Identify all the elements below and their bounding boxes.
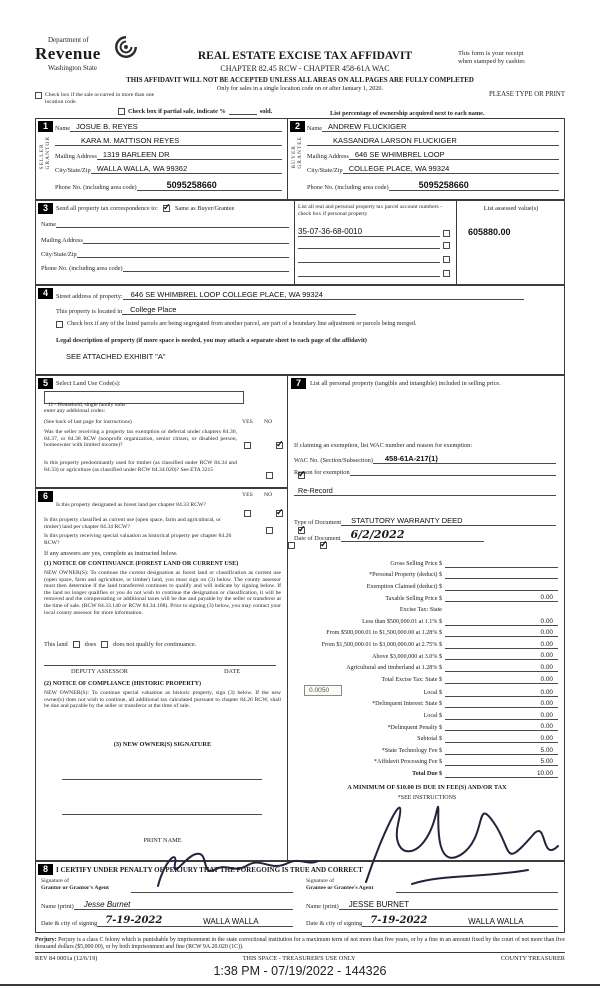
doc-type-label: Type of Document bbox=[294, 518, 342, 526]
parcel-field-3[interactable] bbox=[298, 262, 440, 263]
s6-q2-yes-checkbox[interactable] bbox=[266, 527, 273, 534]
grantor-signature-line[interactable] bbox=[131, 892, 293, 893]
this-land-label: This land bbox=[44, 641, 68, 648]
buyer-city-label: City/State/Zip bbox=[307, 166, 343, 174]
county-treasurer-label: COUNTY TREASURER bbox=[500, 955, 565, 962]
seller-role-label: SELLER bbox=[39, 143, 45, 170]
print-name-label: PRINT NAME bbox=[143, 837, 182, 844]
tax-tier3-value[interactable]: 0.00 bbox=[445, 641, 558, 649]
ownership-note: List percentage of ownership acquired next to each name. bbox=[330, 110, 485, 117]
local-rate-box[interactable]: 0.0050 bbox=[304, 685, 342, 696]
tax-row-agricultural: Agricultural and timberland at 1.28% $ 0.00 bbox=[292, 660, 558, 672]
form-footer-row bbox=[35, 952, 565, 962]
buyer-phone-label: Phone No. (including area code) bbox=[307, 183, 389, 191]
s5-q2-text: Is this property predominantly used for timber (as classified under RCW 84.34 and 84.33) or agriculture (as classified under RCW 84.34.020)? See ETA 3215 bbox=[44, 460, 237, 473]
dor-swirl-icon bbox=[113, 34, 139, 60]
s6-q1-yes-checkbox[interactable] bbox=[244, 510, 251, 517]
located-in-value[interactable]: College Place bbox=[122, 305, 356, 315]
buyer-name-1[interactable]: ANDREW FLUCKIGER bbox=[322, 122, 559, 132]
rev-number: REV 84 0001a (12/6/19) bbox=[35, 955, 98, 962]
tax-row-total-due: Total Due $ 10.00 bbox=[292, 766, 558, 778]
perjury-label: Perjury: bbox=[35, 937, 57, 943]
deputy-assessor-signature-line[interactable] bbox=[44, 665, 276, 666]
perjury-text: Perjury is a class C felony which is punishable by imprisonment in the state correctional institution for a maximum term of not more than five years, or by a fine in an amount fixed by the court of not more than five thousand dollars ($5,000.00), or by both imprisonment and fine (RCW 9A.20.020 (1C)). bbox=[35, 937, 565, 951]
parcel-field-4[interactable] bbox=[298, 276, 440, 277]
seller-name-label: Name bbox=[55, 124, 71, 132]
grantor-role-label: GRANTOR bbox=[45, 136, 51, 170]
buyer-city-value[interactable]: COLLEGE PLACE, WA 99324 bbox=[343, 164, 559, 174]
reason-exemption-label: Reason for exemption bbox=[294, 469, 350, 476]
delinq-interest-local-value[interactable]: 0.00 bbox=[445, 712, 558, 720]
perjury-note bbox=[35, 937, 565, 951]
additional-codes-label: enter any additional codes: bbox=[44, 408, 106, 414]
buyer-role-label: BUYER bbox=[291, 145, 297, 169]
seller-name-1[interactable]: JOSUE B. REYES bbox=[70, 122, 282, 132]
partial-sale-label: Check box if partial sale, indicate % bbox=[128, 108, 226, 115]
section2-buyer-box bbox=[287, 118, 565, 200]
tax-row-total-state: Total Excise Tax: State $ 0.00 bbox=[292, 672, 558, 684]
tax-row-processing-fee: *Affidavit Processing Fee $ 5.00 bbox=[292, 755, 558, 767]
section6-number: 6 bbox=[38, 491, 53, 502]
tax-total-state-value[interactable]: 0.00 bbox=[445, 676, 558, 684]
tax-row-delinq-interest-state: *Delinquent Interest: State $ 0.00 bbox=[292, 697, 558, 709]
land-does-checkbox[interactable] bbox=[73, 641, 80, 648]
tax-tier2-value[interactable]: 0.00 bbox=[445, 629, 558, 637]
tax-row-subtotal: Subtotal $ 0.00 bbox=[292, 731, 558, 743]
total-due-value[interactable]: 10.00 bbox=[445, 770, 558, 778]
section5-number: 5 bbox=[38, 378, 53, 389]
sold-label: sold. bbox=[259, 108, 273, 115]
tax-row-personal-property: *Personal Property (deduct) $ bbox=[292, 568, 558, 580]
grantor-name-print-label: Name (print) bbox=[41, 902, 74, 910]
grantee-date-value[interactable]: 7-19-2022 bbox=[362, 915, 460, 927]
grantee-city-value[interactable]: WALLA WALLA bbox=[460, 917, 558, 927]
segregated-checkbox[interactable] bbox=[56, 321, 63, 328]
header-logo bbox=[35, 36, 101, 72]
completion-warning: THIS AFFIDAVIT WILL NOT BE ACCEPTED UNLESS ALL AREAS ON ALL PAGES ARE FULLY COMPLETED bbox=[126, 77, 474, 84]
legal-description-value[interactable]: SEE ATTACHED EXHIBIT "A" bbox=[66, 352, 166, 361]
tax-row-local: 0.0050 Local $ 0.00 bbox=[292, 684, 558, 697]
assessed-value[interactable]: 605880.00 bbox=[468, 227, 511, 237]
grantor-signature-of-label: Signature of bbox=[41, 878, 69, 884]
s5-q1-no-checkbox[interactable] bbox=[276, 442, 283, 449]
land-use-code-value: 11 - Household, single family units bbox=[48, 402, 126, 408]
section7-number: 7 bbox=[291, 378, 306, 389]
tax-taxable-value[interactable]: 0.00 bbox=[445, 594, 558, 602]
grantor-name-value[interactable]: Jesse Burnet bbox=[74, 900, 293, 910]
multi-location-label: Check box if the sale occurred in more than one location code. bbox=[45, 92, 155, 105]
buyer-name-2[interactable]: KASSANDRA LARSON FLUCKIGER bbox=[307, 136, 559, 146]
parcel-personal-checkbox-1[interactable] bbox=[443, 230, 450, 237]
s6-q2-text: Is this property classified as current use (open space, farm and agricultural, or timber) land per chapter 84.34 RCW? bbox=[44, 517, 221, 530]
subtotal-value[interactable]: 0.00 bbox=[445, 735, 558, 743]
street-address-label: Street address of property: bbox=[56, 292, 123, 300]
section7-tax-box bbox=[287, 375, 565, 861]
seller-city-label: City/State/Zip bbox=[55, 166, 91, 174]
grantor-agent-label: Grantor or Grantor's Agent bbox=[41, 884, 109, 891]
parcel-field-2[interactable] bbox=[298, 248, 440, 249]
notice1-body: NEW OWNER(S): To continue the current designation as forest land or classification as current use (open space, farm and agriculture, or timber) land, you must sign on (3) below. The county assessor must then determine if the land transferred continues to qualify and will indicate by signing below. If the land no longer qualifies or you do not wish to continue the designation or classification, it will be removed and the compensating or additional taxes will be due and payable by the seller or transferor at the time of sale. (RCW 84.33.140 or RCW 84.34.108). Prior to signing (3) below, you may contact your local county assessor for more information. bbox=[44, 570, 281, 616]
grantor-city-value[interactable]: WALLA WALLA bbox=[195, 917, 293, 927]
wac-value[interactable]: 458-61A-217(1) bbox=[373, 454, 556, 464]
if-yes-note: If any answers are yes, complete as instructed below. bbox=[44, 550, 178, 557]
section6-classification-box bbox=[35, 488, 288, 861]
grantee-name-print-label: Name (print) bbox=[306, 902, 339, 910]
buyer-phone-value[interactable]: 5095258660 bbox=[389, 180, 559, 191]
does-not-label: does not qualify for continuance. bbox=[113, 641, 197, 648]
tax-row-delinq-interest-local: Local $ 0.00 bbox=[292, 708, 558, 720]
assessed-value-header: List assessed value(s) bbox=[483, 205, 539, 212]
parcel-number-value[interactable]: 35-07-36-68-0010 bbox=[298, 227, 440, 237]
doc-type-value[interactable]: STATUTORY WARRANTY DEED bbox=[341, 516, 556, 526]
bottom-edge-line bbox=[0, 984, 600, 986]
tax-row-taxable: Taxable Selling Price $ 0.00 bbox=[292, 591, 558, 603]
grantee-role-label: GRANTEE bbox=[297, 136, 303, 169]
receipt-note-line2: when stamped by cashier. bbox=[458, 57, 526, 65]
owner-signature-line-1[interactable] bbox=[62, 779, 262, 780]
buyer-mailing-label: Mailing Address bbox=[307, 152, 349, 160]
certify-statement: I CERTIFY UNDER PENALTY OF PERJURY THAT THE FOREGOING IS TRUE AND CORRECT bbox=[56, 866, 363, 874]
s5-yes-header: YES bbox=[242, 419, 253, 425]
tax-row-gross: Gross Selling Price $ bbox=[292, 556, 558, 568]
s3-name-label: Name bbox=[41, 221, 57, 228]
section1-number: 1 bbox=[38, 121, 53, 132]
form-chapter: CHAPTER 82.45 RCW - CHAPTER 458-61A WAC bbox=[220, 64, 390, 73]
delinq-penalty-value[interactable]: 0.00 bbox=[445, 723, 558, 731]
delinq-interest-state-value[interactable]: 0.00 bbox=[445, 700, 558, 708]
buyer-name-label: Name bbox=[307, 124, 323, 132]
reason-exemption-field[interactable] bbox=[350, 475, 556, 476]
receipt-note-line1: This form is your receipt bbox=[458, 50, 524, 57]
s3-mailing-field[interactable] bbox=[83, 243, 289, 244]
grantee-signature-line[interactable] bbox=[396, 892, 558, 893]
parcel-personal-checkbox-2[interactable] bbox=[443, 242, 450, 249]
tax-row-tech-fee: *State Technology Fee $ 5.00 bbox=[292, 743, 558, 755]
tax-row-tier4: Above $3,000,000 at 3.0% $ 0.00 bbox=[292, 649, 558, 661]
section1-seller-box bbox=[35, 118, 288, 200]
revenue-wordmark: Revenue bbox=[35, 44, 101, 64]
grantor-date-value[interactable]: 7-19-2022 bbox=[97, 915, 195, 927]
owner-signature-line-2[interactable] bbox=[62, 814, 262, 815]
tax-agricultural-value[interactable]: 0.00 bbox=[445, 664, 558, 672]
segregated-label: Check box if any of the listed parcels are being segregated from another parcel, are part of a boundary line adjustment or parcels being merged. bbox=[67, 321, 417, 327]
same-as-buyer-checkbox[interactable] bbox=[163, 205, 170, 212]
grantee-name-value[interactable]: JESSE BURNET bbox=[339, 900, 558, 910]
does-label: does bbox=[84, 641, 97, 648]
tax-row-tier2: From $500,000.01 to $1,500,000.00 at 1.28% $ 0.00 bbox=[292, 626, 558, 638]
notice2-body: NEW OWNER(S): To continue special valuation as historic property, sign (3) below. If the new owner(s) does not wish to continue, all additional tax calculated pursuant to chapter 84.26 RCW, shall be due and payable by the seller or transferor at the time of sale. bbox=[44, 690, 281, 710]
reason-exemption-value[interactable]: Re-Record bbox=[294, 486, 556, 496]
see-instructions-note: *SEE INSTRUCTIONS bbox=[397, 795, 457, 801]
same-as-buyer-label: Same as Buyer/Grantee bbox=[174, 205, 235, 212]
doc-date-label: Date of Document bbox=[294, 534, 341, 542]
section4-property-box bbox=[35, 285, 565, 375]
s3-phone-label: Phone No. (including area code) bbox=[41, 265, 123, 272]
s6-q1-no-checkbox[interactable] bbox=[276, 510, 283, 517]
please-type-note: PLEASE TYPE OR PRINT bbox=[489, 91, 565, 98]
parcel-header: List all real and personal property tax parcel account numbers - check box if personal property bbox=[298, 204, 443, 217]
single-location-note: Only for sales in a single location code on or after January 1, 2020. bbox=[216, 85, 384, 92]
parcel-personal-checkbox-3[interactable] bbox=[443, 256, 450, 263]
s3-mailing-label: Mailing Address bbox=[41, 237, 83, 244]
seller-phone-value[interactable]: 5095258660 bbox=[137, 180, 282, 191]
s6-no-header: NO bbox=[264, 492, 273, 498]
seller-name-2[interactable]: KARA M. MATTISON REYES bbox=[55, 136, 282, 146]
see-back-note: (See back of last page for instructions) bbox=[44, 419, 132, 425]
seller-city-value[interactable]: WALLA WALLA, WA 99362 bbox=[91, 164, 282, 174]
tax-row-delinq-penalty: *Delinquent Penalty $ 0.00 bbox=[292, 720, 558, 732]
notice1-title: (1) NOTICE OF CONTINUANCE (FOREST LAND OR CURRENT USE) bbox=[44, 561, 239, 567]
street-address-value[interactable]: 646 SE WHIMBREL LOOP COLLEGE PLACE, WA 99324 bbox=[123, 290, 524, 300]
land-use-code-select[interactable] bbox=[44, 391, 244, 408]
s3-city-label: City/State/Zip bbox=[41, 251, 77, 258]
personal-property-note: List all personal property (tangible and intangible) included in selling price. bbox=[310, 380, 501, 387]
grantee-agent-label: Grantee or Grantee's Agent bbox=[306, 884, 374, 891]
seller-mailing-value[interactable]: 1319 BARLEEN DR bbox=[97, 150, 282, 160]
s3-phone-field[interactable] bbox=[123, 271, 289, 272]
exemption-intro: If claiming an exemption, list WAC number and reason for exemption: bbox=[294, 442, 473, 449]
tax-row-tier3: From $1,500,000.01 to $3,000,000.00 at 2.75% $ 0.00 bbox=[292, 637, 558, 649]
section3-correspondence-box bbox=[35, 200, 565, 285]
section3-number: 3 bbox=[38, 203, 53, 214]
treasurer-space-label: THIS SPACE - TREASURER'S USE ONLY bbox=[242, 955, 356, 962]
tax-row-excise-state-header: Excise Tax: State bbox=[399, 607, 442, 614]
partial-sale-checkbox[interactable] bbox=[118, 108, 125, 115]
scan-timestamp: 1:38 PM - 07/19/2022 - 144326 bbox=[213, 964, 387, 978]
form-title: REAL ESTATE EXCISE TAX AFFIDAVIT bbox=[197, 50, 413, 62]
grantor-date-city-label: Date & city of signing bbox=[41, 919, 98, 927]
tax-tier1-value[interactable]: 0.00 bbox=[445, 618, 558, 626]
s5-q2-yes-checkbox[interactable] bbox=[266, 472, 273, 479]
seller-phone-label: Phone No. (including area code) bbox=[55, 183, 137, 191]
wac-label: WAC No. (Section/Subsection) bbox=[294, 456, 373, 464]
minimum-due-note: A MINIMUM OF $10.00 IS DUE IN FEE(S) AND/OR TAX bbox=[347, 784, 507, 791]
s5-q1-text: Was the seller receiving a property tax exemption or deferral under chapters 84.36, 84.37, or 84.38 RCW (nonprofit organization, senior citizen, or disabled person, homeowner with limited income)? bbox=[44, 429, 237, 449]
s5-no-header: NO bbox=[264, 419, 273, 425]
s3-name-field[interactable] bbox=[56, 227, 289, 228]
s3-city-field[interactable] bbox=[77, 257, 289, 258]
s6-q3-text: Is this property receiving special valuation as historical property per chapter 84.26 RCW? bbox=[44, 533, 232, 546]
grantee-date-city-label: Date & city of signing bbox=[306, 919, 363, 927]
washington-state-text: Washington State bbox=[48, 64, 98, 73]
section4-number: 4 bbox=[38, 288, 53, 299]
doc-date-value[interactable]: 6/2/2022 bbox=[341, 528, 484, 542]
multi-location-checkbox[interactable] bbox=[35, 92, 42, 99]
new-owner-signature-title: (3) NEW OWNER(S) SIGNATURE bbox=[113, 741, 212, 748]
buyer-mailing-value[interactable]: 646 SE WHIMBREL LOOP bbox=[349, 150, 559, 160]
tax-computation-table bbox=[292, 556, 558, 778]
partial-sale-percent-field[interactable] bbox=[229, 108, 257, 115]
deputy-assessor-label: DEPUTY ASSESSOR bbox=[71, 668, 128, 675]
legal-description-label: Legal description of property (if more space is needed, you may attach a separate sheet to each page of the affidavit) bbox=[56, 337, 367, 344]
seller-mailing-label: Mailing Address bbox=[55, 152, 97, 160]
tax-local-value[interactable]: 0.00 bbox=[445, 689, 558, 697]
tax-row-exemption-claimed: Exemption Claimed (deduct) $ bbox=[292, 579, 558, 591]
s6-q1-text: Is this property designated as forest land per chapter 84.33 RCW? bbox=[56, 502, 206, 508]
located-in-label: This property is located in bbox=[56, 307, 123, 315]
notice2-title: (2) NOTICE OF COMPLIANCE (HISTORIC PROPERTY) bbox=[44, 681, 202, 687]
send-correspondence-label: Send all property tax correspondence to: bbox=[56, 205, 158, 212]
s5-q1-yes-checkbox[interactable] bbox=[244, 442, 251, 449]
dept-of-text: Department of bbox=[48, 36, 89, 44]
land-does-not-checkbox[interactable] bbox=[101, 641, 108, 648]
section2-number: 2 bbox=[290, 121, 305, 132]
tax-tier4-value[interactable]: 0.00 bbox=[445, 652, 558, 660]
section5-landuse-box bbox=[35, 375, 288, 488]
processing-fee-value[interactable]: 5.00 bbox=[445, 758, 558, 766]
section8-certify-box bbox=[35, 861, 565, 933]
tech-fee-value[interactable]: 5.00 bbox=[445, 747, 558, 755]
grantee-signature-of-label: Signature of bbox=[306, 878, 334, 884]
section8-number: 8 bbox=[38, 864, 53, 875]
land-use-label: Select Land Use Code(s): bbox=[56, 380, 121, 387]
deputy-date-label: DATE bbox=[224, 668, 241, 675]
tax-row-tier1: Less than $500,000.01 at 1.1% $ 0.00 bbox=[292, 614, 558, 626]
parcel-personal-checkbox-4[interactable] bbox=[443, 270, 450, 277]
s6-yes-header: YES bbox=[242, 492, 253, 498]
